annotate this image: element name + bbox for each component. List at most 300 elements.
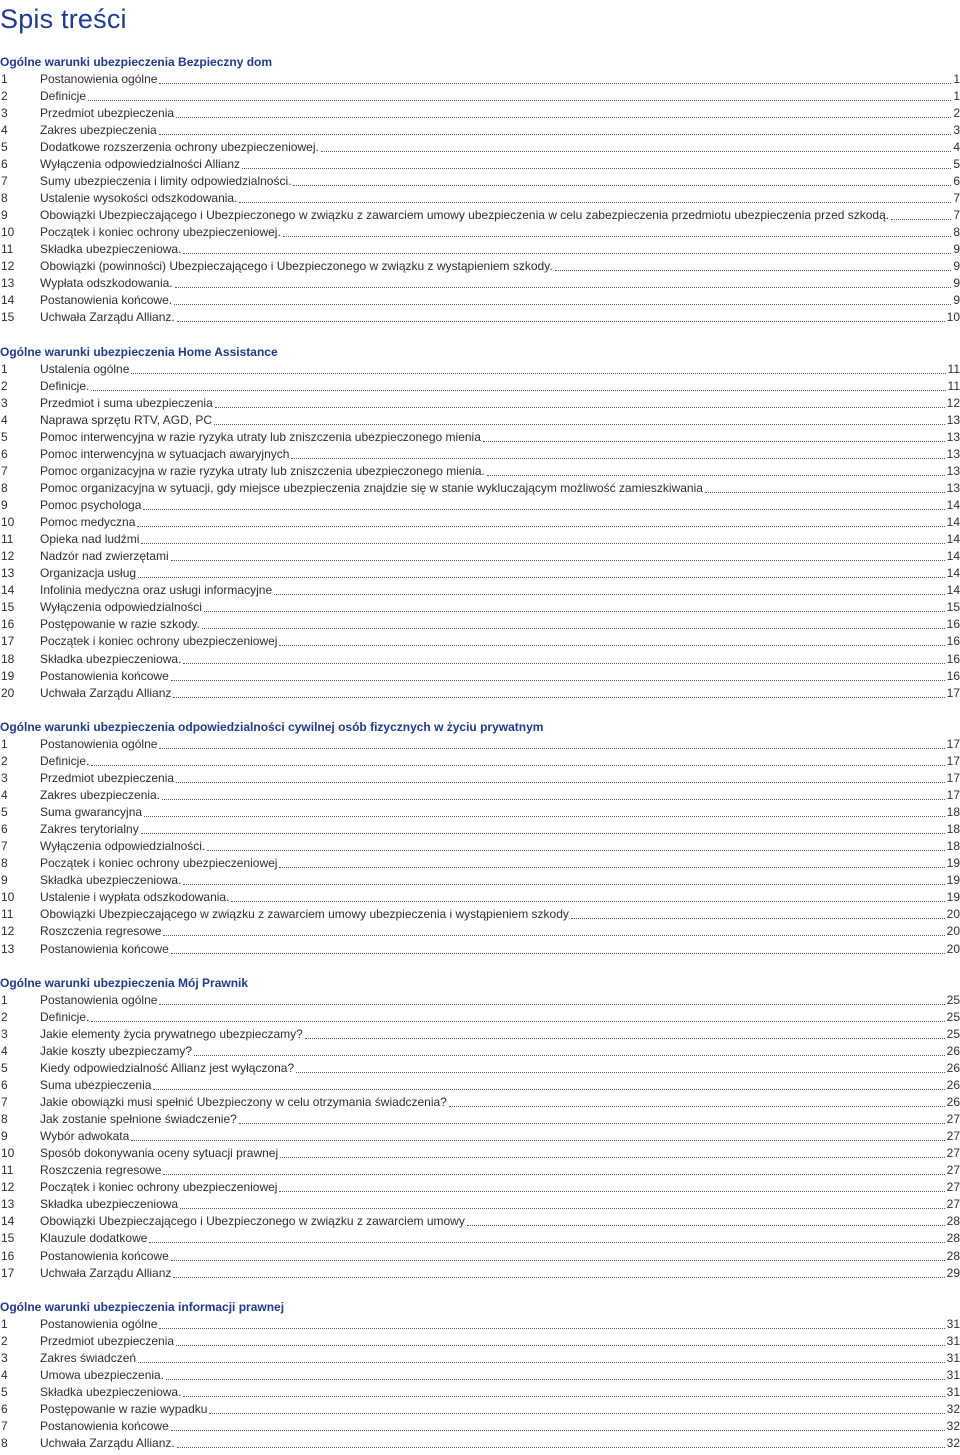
toc-entry[interactable] bbox=[0, 88, 960, 105]
dot-leader bbox=[483, 440, 945, 442]
toc-entry-title: Sposób dokonywania oceny sytuacji prawnej bbox=[40, 1146, 279, 1161]
toc-entry[interactable] bbox=[0, 71, 960, 88]
toc-entry[interactable] bbox=[0, 139, 960, 156]
toc-entry[interactable] bbox=[0, 173, 960, 190]
toc-entry[interactable] bbox=[0, 787, 960, 804]
dot-leader bbox=[194, 1054, 945, 1056]
toc-entry-number: 1 bbox=[1, 362, 8, 376]
dot-leader bbox=[166, 1378, 945, 1380]
page-title: Spis treści bbox=[0, 4, 127, 34]
dot-leader bbox=[159, 133, 952, 135]
toc-entry-title: Jakie elementy życia prywatnego ubezpieczamy? bbox=[40, 1027, 303, 1042]
dot-leader bbox=[159, 1003, 944, 1005]
toc-entry[interactable] bbox=[0, 1384, 960, 1401]
section-heading: Ogólne warunki ubezpieczenia informacji prawnej bbox=[0, 1300, 285, 1315]
toc-entry-title: Początek i koniec ochrony ubezpieczeniowej bbox=[40, 856, 278, 871]
toc-entry-number: 15 bbox=[1, 600, 15, 615]
toc-entry-page-number: 27 bbox=[946, 1180, 960, 1195]
toc-entry[interactable] bbox=[0, 821, 960, 838]
toc-entry-page-number: 13 bbox=[946, 481, 960, 496]
toc-entry-number: 3 bbox=[1, 396, 8, 411]
toc-entry-title: Pomoc interwencyjna w sytuacjach awaryjnych bbox=[40, 447, 290, 462]
dot-leader bbox=[131, 1139, 944, 1141]
toc-entry[interactable] bbox=[0, 1196, 960, 1213]
dot-leader bbox=[171, 559, 945, 561]
toc-entry-page-number: 4 bbox=[953, 140, 960, 155]
dot-leader bbox=[183, 662, 944, 664]
toc-entry-number: 11 bbox=[1, 907, 14, 922]
dot-leader bbox=[91, 764, 944, 766]
toc-entry-number: 2 bbox=[1, 754, 8, 769]
toc-entry-number: 14 bbox=[1, 1214, 15, 1229]
toc-entry[interactable] bbox=[0, 1350, 960, 1367]
toc-entry[interactable] bbox=[0, 889, 960, 906]
toc-entry[interactable] bbox=[0, 224, 960, 241]
toc-entry[interactable] bbox=[0, 122, 960, 139]
toc-entry-page-number: 5 bbox=[953, 157, 960, 172]
toc-entry-number: 3 bbox=[1, 771, 8, 786]
toc-entry[interactable] bbox=[0, 258, 960, 275]
dot-leader bbox=[209, 1412, 944, 1414]
toc-entry-page-number: 18 bbox=[946, 822, 960, 837]
toc-entry[interactable] bbox=[0, 241, 960, 258]
toc-entry-number: 15 bbox=[1, 310, 15, 325]
toc-entry-page-number: 31 bbox=[946, 1351, 960, 1366]
toc-entry-page-number: 19 bbox=[946, 890, 960, 905]
toc-entry-number: 12 bbox=[1, 549, 15, 564]
toc-entry[interactable] bbox=[0, 1435, 960, 1452]
toc-entry[interactable] bbox=[0, 429, 960, 446]
dot-leader bbox=[153, 1088, 944, 1090]
toc-entry-title: Zakres świadczeń bbox=[40, 1351, 137, 1366]
toc-entry-page-number: 27 bbox=[946, 1163, 960, 1178]
toc-entry-page-number: 20 bbox=[946, 924, 960, 939]
toc-entry-number: 19 bbox=[1, 668, 15, 683]
toc-entry-number: 6 bbox=[1, 1402, 8, 1417]
toc-entry-number: 13 bbox=[1, 276, 15, 291]
toc-entry-title: Początek i koniec ochrony ubezpieczeniowej bbox=[40, 634, 278, 649]
dot-leader bbox=[215, 406, 945, 408]
toc-entry-number: 20 bbox=[1, 685, 15, 700]
toc-entry[interactable] bbox=[0, 1333, 960, 1350]
toc-entry-page-number: 20 bbox=[946, 907, 960, 922]
toc-entry-number: 8 bbox=[1, 191, 8, 206]
toc-entry-title: Umowa ubezpieczenia. bbox=[40, 1368, 165, 1383]
toc-entry[interactable] bbox=[0, 105, 960, 122]
toc-entry[interactable] bbox=[0, 1060, 960, 1077]
toc-entry-title: Postanowienia końcowe bbox=[40, 941, 169, 956]
toc-entry-title: Pomoc organizacyjna w sytuacji, gdy miejsce ubezpieczenia znajdzie się w stanie wykluczającym możliwość zamieszkiwania bbox=[40, 481, 703, 496]
toc-entry-page-number: 16 bbox=[946, 651, 960, 666]
dot-leader bbox=[183, 1395, 944, 1397]
toc-entry-number: 11 bbox=[1, 242, 14, 257]
dot-leader bbox=[171, 1429, 945, 1431]
toc-entry[interactable] bbox=[0, 412, 960, 429]
dot-leader bbox=[149, 1241, 944, 1243]
toc-entry[interactable] bbox=[0, 565, 960, 582]
toc-entry-page-number: 13 bbox=[946, 430, 960, 445]
toc-entry-number: 12 bbox=[1, 1180, 15, 1195]
toc-entry-number: 1 bbox=[1, 993, 8, 1008]
toc-entry[interactable] bbox=[0, 497, 960, 514]
toc-entry-number: 13 bbox=[1, 566, 15, 581]
toc-entry[interactable] bbox=[0, 514, 960, 531]
toc-entry[interactable] bbox=[0, 770, 960, 787]
toc-entry-page-number: 1 bbox=[953, 72, 960, 87]
toc-entry[interactable] bbox=[0, 941, 960, 958]
dot-leader bbox=[293, 184, 951, 186]
toc-entry-page-number: 11 bbox=[947, 362, 960, 376]
toc-entry-title: Ustalenia ogólne bbox=[40, 362, 130, 376]
toc-entry-page-number: 27 bbox=[946, 1146, 960, 1161]
dot-leader bbox=[487, 474, 945, 476]
toc-entry-title: Wyłączenia odpowiedzialności bbox=[40, 600, 202, 615]
toc-entry-title: Obowiązki Ubezpieczającego i Ubezpieczonego w związku z zawarciem umowy bbox=[40, 1214, 465, 1229]
toc-entry-number: 9 bbox=[1, 208, 8, 223]
toc-entry[interactable] bbox=[0, 1128, 960, 1145]
toc-entry-title: Opieka nad ludźmi bbox=[40, 532, 140, 547]
toc-entry-number: 8 bbox=[1, 481, 8, 496]
toc-entry-number: 1 bbox=[1, 72, 8, 87]
toc-entry-page-number: 8 bbox=[953, 225, 960, 240]
toc-entry-number: 9 bbox=[1, 498, 8, 513]
dot-leader bbox=[239, 201, 951, 203]
toc-entry[interactable] bbox=[0, 582, 960, 599]
dot-leader bbox=[305, 1037, 945, 1039]
toc-entry[interactable] bbox=[0, 531, 960, 548]
dot-leader bbox=[242, 167, 951, 169]
toc-entry[interactable] bbox=[0, 361, 960, 378]
toc-entry[interactable] bbox=[0, 1401, 960, 1418]
dot-leader bbox=[705, 491, 945, 493]
toc-entry-title: Postanowienia końcowe bbox=[40, 1248, 169, 1263]
toc-entry-page-number: 29 bbox=[946, 1265, 960, 1280]
toc-entry-number: 10 bbox=[1, 1146, 15, 1161]
toc-entry-title: Składka ubezpieczeniowa. bbox=[40, 873, 182, 888]
toc-entry-number: 16 bbox=[1, 1248, 15, 1263]
toc-entry[interactable] bbox=[0, 1265, 960, 1282]
toc-entry[interactable] bbox=[0, 838, 960, 855]
toc-entry-number: 12 bbox=[1, 259, 15, 274]
toc-entry-number: 6 bbox=[1, 447, 8, 462]
toc-entry-title: Przedmiot ubezpieczenia bbox=[40, 1334, 175, 1349]
toc-entry-title: Składka ubezpieczeniowa bbox=[40, 1197, 179, 1212]
toc-entry-title: Jak zostanie spełnione świadczenie? bbox=[40, 1112, 237, 1127]
dot-leader bbox=[141, 542, 944, 544]
toc-entry[interactable] bbox=[0, 1179, 960, 1196]
toc-entry-title: Początek i koniec ochrony ubezpieczeniowej bbox=[40, 1180, 278, 1195]
toc-entry-number: 12 bbox=[1, 924, 15, 939]
dot-leader bbox=[91, 389, 945, 391]
dot-leader bbox=[171, 1259, 945, 1261]
toc-entry-number: 4 bbox=[1, 413, 8, 428]
toc-entry-title: Wyłączenia odpowiedzialności. bbox=[40, 839, 206, 854]
toc-entry-number: 18 bbox=[1, 651, 15, 666]
toc-entry[interactable] bbox=[0, 804, 960, 821]
toc-entry-number: 13 bbox=[1, 1197, 15, 1212]
toc-entry-title: Postępowanie w razie wypadku bbox=[40, 1402, 208, 1417]
dot-leader bbox=[279, 866, 944, 868]
toc-entry-title: Organizacja usług bbox=[40, 566, 137, 581]
toc-entry-number: 5 bbox=[1, 805, 8, 820]
toc-entry[interactable] bbox=[0, 685, 960, 702]
toc-entry-page-number: 14 bbox=[946, 566, 960, 581]
toc-entry[interactable] bbox=[0, 395, 960, 412]
toc-entry[interactable] bbox=[0, 906, 960, 923]
toc-entry[interactable] bbox=[0, 1111, 960, 1128]
toc-entry[interactable] bbox=[0, 1094, 960, 1111]
toc-entry-title: Postanowienia końcowe bbox=[40, 1419, 169, 1434]
toc-entry[interactable] bbox=[0, 207, 960, 224]
toc-entry-title: Jakie obowiązki musi spełnić Ubezpieczony w celu otrzymania świadczenia? bbox=[40, 1095, 447, 1110]
dot-leader bbox=[131, 372, 945, 374]
section-heading: Ogólne warunki ubezpieczenia Home Assistance bbox=[0, 344, 278, 359]
dot-leader bbox=[202, 627, 945, 629]
toc-entry[interactable] bbox=[0, 292, 960, 309]
toc-entry-number: 13 bbox=[1, 941, 15, 956]
toc-entry[interactable] bbox=[0, 1043, 960, 1060]
dot-leader bbox=[207, 849, 944, 851]
toc-entry-title: Postępowanie w razie szkody. bbox=[40, 617, 200, 632]
toc-entry-number: 2 bbox=[1, 89, 8, 104]
toc-entry-page-number: 16 bbox=[946, 634, 960, 649]
toc-entry-page-number: 31 bbox=[946, 1385, 960, 1400]
toc-entry-title: Przedmiot ubezpieczenia bbox=[40, 106, 175, 121]
dot-leader bbox=[891, 218, 951, 220]
toc-entry-page-number: 9 bbox=[953, 276, 960, 291]
toc-entry-page-number: 13 bbox=[946, 413, 960, 428]
toc-entry-page-number: 27 bbox=[946, 1129, 960, 1144]
toc-entry-number: 10 bbox=[1, 515, 15, 530]
toc-entry-number: 8 bbox=[1, 1112, 8, 1127]
dot-leader bbox=[214, 423, 945, 425]
toc-entry[interactable] bbox=[0, 1213, 960, 1230]
toc-entry-number: 14 bbox=[1, 293, 15, 308]
dot-leader bbox=[141, 832, 945, 834]
toc-entry[interactable] bbox=[0, 1418, 960, 1435]
toc-entry-title: Pomoc medyczna bbox=[40, 515, 136, 530]
dot-leader bbox=[231, 900, 944, 902]
toc-entry-page-number: 9 bbox=[953, 259, 960, 274]
toc-entry[interactable] bbox=[0, 309, 960, 326]
toc-entry[interactable] bbox=[0, 651, 960, 668]
toc-entry[interactable] bbox=[0, 1248, 960, 1265]
dot-leader bbox=[180, 1207, 945, 1209]
dot-leader bbox=[176, 781, 945, 783]
toc-entry-page-number: 27 bbox=[946, 1112, 960, 1127]
toc-entry-number: 7 bbox=[1, 1095, 8, 1110]
toc-entry-page-number: 32 bbox=[946, 1436, 960, 1451]
toc-entry-page-number: 27 bbox=[946, 1197, 960, 1212]
toc-entry-title: Roszczenia regresowe bbox=[40, 1163, 162, 1178]
toc-entry-page-number: 17 bbox=[946, 685, 960, 700]
toc-entry-page-number: 7 bbox=[953, 208, 960, 223]
toc-entry-page-number: 13 bbox=[946, 464, 960, 479]
toc-entry-page-number: 9 bbox=[953, 293, 960, 308]
toc-entry-page-number: 17 bbox=[946, 771, 960, 786]
toc-entry-title: Definicje bbox=[40, 89, 87, 104]
toc-entry-number: 3 bbox=[1, 106, 8, 121]
toc-entry-number: 9 bbox=[1, 873, 8, 888]
toc-entry-page-number: 32 bbox=[946, 1402, 960, 1417]
toc-entry-title: Postanowienia ogólne bbox=[40, 1317, 158, 1332]
dot-leader bbox=[274, 593, 945, 595]
dot-leader bbox=[204, 610, 945, 612]
dot-leader bbox=[174, 303, 951, 305]
toc-entry-title: Obowiązki Ubezpieczającego w związku z zawarciem umowy ubezpieczenia i wystąpieniem szkody bbox=[40, 907, 569, 922]
toc-entry-title: Wypłata odszkodowania. bbox=[40, 276, 173, 291]
dot-leader bbox=[571, 917, 945, 919]
toc-entry[interactable] bbox=[0, 616, 960, 633]
toc-entry-page-number: 17 bbox=[946, 788, 960, 803]
toc-entry[interactable] bbox=[0, 446, 960, 463]
toc-entry-number: 7 bbox=[1, 464, 8, 479]
dot-leader bbox=[91, 1020, 944, 1022]
toc-entry-page-number: 18 bbox=[946, 805, 960, 820]
toc-entry[interactable] bbox=[0, 599, 960, 616]
toc-entry-number: 9 bbox=[1, 1129, 8, 1144]
dot-leader bbox=[173, 696, 944, 698]
toc-entry-page-number: 18 bbox=[946, 839, 960, 854]
toc-entry-page-number: 13 bbox=[946, 447, 960, 462]
dot-leader bbox=[176, 116, 951, 118]
toc-entry[interactable] bbox=[0, 480, 960, 497]
toc-entry-number: 3 bbox=[1, 1351, 8, 1366]
dot-leader bbox=[321, 150, 951, 152]
dot-leader bbox=[449, 1105, 945, 1107]
dot-leader bbox=[137, 525, 944, 527]
dot-leader bbox=[176, 1344, 945, 1346]
toc-entry-page-number: 31 bbox=[946, 1317, 960, 1332]
toc-entry[interactable] bbox=[0, 1009, 960, 1026]
toc-entry-number: 1 bbox=[1, 1317, 8, 1332]
dot-leader bbox=[144, 815, 945, 817]
toc-entry-number: 4 bbox=[1, 1044, 8, 1059]
dot-leader bbox=[239, 1122, 945, 1124]
dot-leader bbox=[159, 82, 951, 84]
toc-entry[interactable] bbox=[0, 992, 960, 1009]
toc-entry-page-number: 32 bbox=[946, 1419, 960, 1434]
toc-entry[interactable] bbox=[0, 1162, 960, 1179]
dot-leader bbox=[183, 252, 951, 254]
toc-entry[interactable] bbox=[0, 548, 960, 565]
toc-entry-number: 5 bbox=[1, 430, 8, 445]
toc-entry[interactable] bbox=[0, 275, 960, 292]
section-heading: Ogólne warunki ubezpieczenia Bezpieczny dom bbox=[0, 55, 273, 69]
toc-entry[interactable] bbox=[0, 190, 960, 207]
toc-entry[interactable] bbox=[0, 1367, 960, 1384]
toc-entry[interactable] bbox=[0, 872, 960, 889]
toc-entry-number: 5 bbox=[1, 1385, 8, 1400]
toc-entry[interactable] bbox=[0, 736, 960, 753]
dot-leader bbox=[177, 1446, 945, 1448]
toc-entry[interactable] bbox=[0, 668, 960, 685]
toc-entry[interactable] bbox=[0, 1316, 960, 1333]
toc-entry-number: 2 bbox=[1, 1334, 8, 1349]
toc-entry-page-number: 28 bbox=[946, 1231, 960, 1246]
dot-leader bbox=[171, 952, 945, 954]
toc-entry-title: Jakie koszty ubezpieczamy? bbox=[40, 1044, 193, 1059]
toc-entry-title: Postanowienia końcowe. bbox=[40, 293, 173, 308]
toc-entry-page-number: 3 bbox=[953, 123, 960, 138]
dot-leader bbox=[138, 1361, 945, 1363]
dot-leader bbox=[163, 934, 944, 936]
toc-entry[interactable] bbox=[0, 1145, 960, 1162]
toc-entry-number: 2 bbox=[1, 379, 8, 394]
toc-entry-page-number: 1 bbox=[953, 89, 960, 104]
toc-entry-number: 4 bbox=[1, 1368, 8, 1383]
toc-entry-page-number: 17 bbox=[946, 737, 960, 752]
toc-entry-title: Ustalenie i wypłata odszkodowania. bbox=[40, 890, 230, 905]
toc-entry-title: Definicje. bbox=[40, 379, 90, 394]
toc-entry-title: Przedmiot i suma ubezpieczenia bbox=[40, 396, 213, 411]
toc-entry-page-number: 15 bbox=[946, 600, 960, 615]
section-heading: Ogólne warunki ubezpieczenia odpowiedzialności cywilnej osób fizycznych w życiu prywatnym bbox=[0, 720, 544, 735]
toc-entry-title: Obowiązki (powinności) Ubezpieczającego i Ubezpieczonego w związku z wystąpieniem szkody. bbox=[40, 259, 553, 274]
toc-entry-title: Zakres ubezpieczenia bbox=[40, 123, 157, 138]
toc-entry[interactable] bbox=[0, 378, 960, 395]
toc-entry-title: Wyłączenia odpowiedzialności Allianz bbox=[40, 157, 240, 172]
toc-entry-title: Pomoc interwencyjna w razie ryzyka utraty lub zniszczenia ubezpieczonego mienia bbox=[40, 430, 481, 445]
toc-entry-title: Postanowienia ogólne bbox=[40, 737, 158, 752]
toc-entry-number: 7 bbox=[1, 174, 8, 189]
toc-entry-number: 17 bbox=[1, 1265, 15, 1280]
toc-entry[interactable] bbox=[0, 753, 960, 770]
toc-entry[interactable] bbox=[0, 633, 960, 650]
toc-entry-title: Składka ubezpieczeniowa. bbox=[40, 242, 182, 257]
dot-leader bbox=[159, 747, 944, 749]
toc-entry-title: Sumy ubezpieczenia i limity odpowiedzialności. bbox=[40, 174, 292, 189]
toc-entry-number: 7 bbox=[1, 839, 8, 854]
toc-entry-page-number: 6 bbox=[953, 174, 960, 189]
toc-entry-page-number: 28 bbox=[946, 1248, 960, 1263]
toc-entry[interactable] bbox=[0, 1026, 960, 1043]
toc-entry-page-number: 19 bbox=[946, 856, 960, 871]
toc-entry-number: 5 bbox=[1, 140, 8, 155]
toc-entry-title: Pomoc psychologa bbox=[40, 498, 142, 513]
toc-entry-number: 4 bbox=[1, 788, 8, 803]
toc-entry-number: 1 bbox=[1, 737, 8, 752]
toc-entry-title: Klauzule dodatkowe bbox=[40, 1231, 148, 1246]
toc-entry-page-number: 28 bbox=[946, 1214, 960, 1229]
toc-entry[interactable] bbox=[0, 156, 960, 173]
toc-entry-number: 8 bbox=[1, 1436, 8, 1451]
toc-entry[interactable] bbox=[0, 923, 960, 940]
toc-entry-number: 3 bbox=[1, 1027, 8, 1042]
dot-leader bbox=[138, 576, 945, 578]
toc-entry-number: 8 bbox=[1, 856, 8, 871]
toc-entry-title: Naprawa sprzętu RTV, AGD, PC bbox=[40, 413, 213, 428]
toc-entry-title: Przedmiot ubezpieczenia bbox=[40, 771, 175, 786]
toc-entry-title: Ustalenie wysokości odszkodowania. bbox=[40, 191, 238, 206]
dot-leader bbox=[159, 1327, 944, 1329]
toc-entry-title: Postanowienia końcowe bbox=[40, 668, 169, 683]
toc-entry[interactable] bbox=[0, 1077, 960, 1094]
toc-entry[interactable] bbox=[0, 1230, 960, 1247]
toc-entry-page-number: 16 bbox=[946, 617, 960, 632]
toc-entry[interactable] bbox=[0, 463, 960, 480]
toc-entry-title: Składka ubezpieczeniowa. bbox=[40, 651, 182, 666]
toc-entry-title: Suma gwarancyjna bbox=[40, 805, 143, 820]
toc-entry-number: 5 bbox=[1, 1061, 8, 1076]
dot-leader bbox=[173, 1276, 944, 1278]
toc-entry[interactable] bbox=[0, 855, 960, 872]
toc-entry-page-number: 31 bbox=[946, 1334, 960, 1349]
toc-entry-page-number: 10 bbox=[946, 310, 960, 325]
toc-entry-page-number: 25 bbox=[946, 1027, 960, 1042]
toc-entry-page-number: 20 bbox=[946, 941, 960, 956]
toc-entry-page-number: 9 bbox=[953, 242, 960, 257]
